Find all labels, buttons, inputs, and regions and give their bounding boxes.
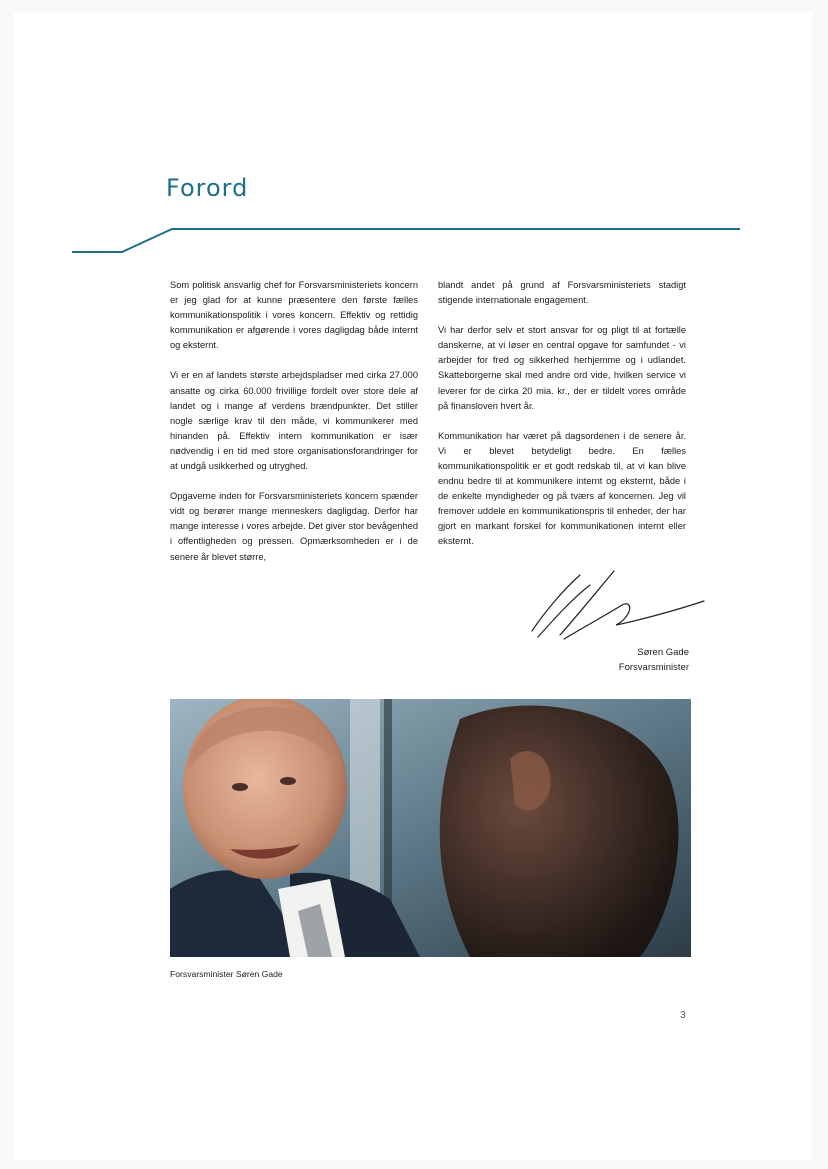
paragraph: Vi har derfor selv et stort ansvar for og pligt til at fortælle danskerne, at vi løser en central opgave for samfundet - vi arbejder for fred og sikkerhed herhjemme og i udlandet. Skatteborgerne skal med andre ord vide, hvilken service vi leverer for de cirka 20 mia. kr., der er tildelt vores område på finansloven hvert år. — [438, 325, 686, 411]
title-rule — [72, 224, 740, 256]
paragraph: Opgaverne inden for Forsvarsministeriets koncern spænder vidt og berører mange menneskers dagligdag. Derfor har mange interesse i vores arbejde. Det giver stor bevågenhed i offentligheden og pressen. Opmærksomheden er i de senere år blevet større, — [170, 491, 418, 562]
paragraph: blandt andet på grund af Forsvarsministeriets stadigt stigende internationale engagement. — [438, 280, 686, 306]
portrait-photo — [170, 699, 691, 957]
signer-block — [560, 645, 689, 675]
photo-caption: Forsvarsminister Søren Gade — [170, 969, 283, 979]
paragraph: Vi er en af landets største arbejdspladser med cirka 27.000 ansatte og cirka 60.000 frivillige fordelt over store dele af landet og i mange af verdens brændpunkter. Det stiller nogle særlige krav til den måde, vi kommunikerer med hinanden på. Effektiv intern kommunikation er især nødvendig i en tid med store organisationsforandringer for at undgå usikkerhed og utryghed. — [170, 370, 418, 472]
right-text-column — [438, 278, 686, 565]
left-text-column — [170, 278, 418, 580]
paragraph: Kommunikation har været på dagsordenen i de senere år. Vi er blevet betydeligt bedre. En fælles kommunikationspolitik er et godt redskab til, at vi kan blive endnu bedre til at kommunikere internt og eksternt, både i de enkelte myndigheder og på tværs af koncernen. Jeg vil fremover uddele en kommunikationspris til enheder, der har gjort en markant forskel for kommunikationen internt eller eksternt. — [438, 430, 686, 547]
page-number: 3 — [680, 1010, 686, 1021]
page-title: Forord — [166, 174, 249, 202]
signer-role: Forsvarsminister — [618, 662, 689, 673]
signer-name: Søren Gade — [637, 647, 689, 658]
paragraph: Som politisk ansvarlig chef for Forsvarsministeriets koncern er jeg glad for at kunne præsentere den første fælles kommunikationspolitik i vores koncern. Effektiv og rettidig kommunikation er afgørende i vores dagligdag både internt og eksternt. — [170, 280, 418, 351]
handwritten-signature — [524, 565, 710, 645]
